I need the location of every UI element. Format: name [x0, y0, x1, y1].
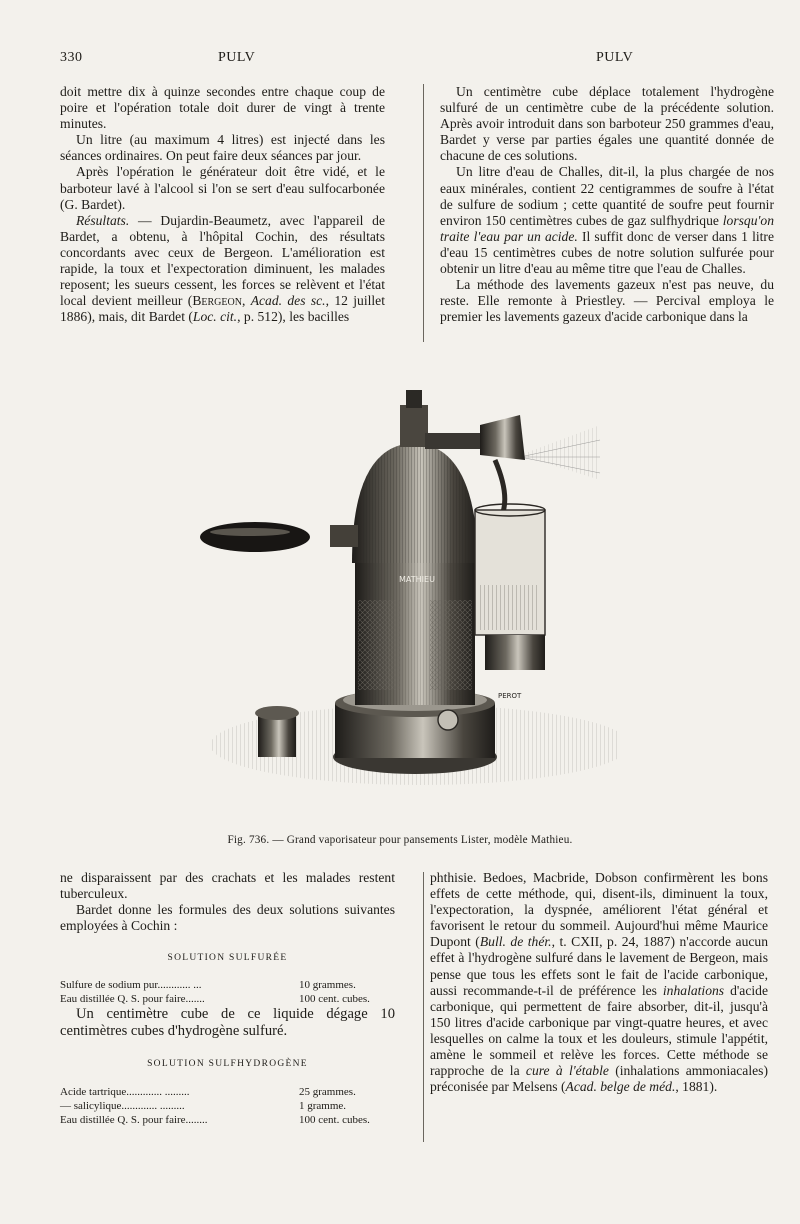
citation-3: Bull. de thér. — [479, 934, 552, 950]
inhalations-emphasis: inhalations — [662, 982, 725, 998]
p10-c: d'acide carbonique, qui permettent de faire absorber, dit-il, jusqu'à 150 litres d'acide carbonique par vingt-quatre heures, et avec lesquelles on calme la toux et les douleurs, stimule l'appétit, amène le sommeil et relève les forces. Cette méthode se rapproche de la — [430, 982, 768, 1079]
bottom-left-column — [60, 870, 395, 1127]
p10-e: , 1881). — [675, 1079, 718, 1095]
quantity: 1 gramme. — [299, 1099, 347, 1112]
quantity: 25 grammes. — [299, 1085, 356, 1098]
p10-b: , t. CXII, p. 24, 1887) n'accorde aucun effet à l'hydrogène sulfuré dans le lavement de Bergeon, mais pense que tous les effets sont le fait de l'acide carbonique, aussi recommande-t-il de préférence les — [430, 934, 768, 998]
p10-d: (inhalations ammoniacales) préconisée par Melsens ( — [430, 1063, 768, 1095]
resultats-end: , p. 512), les bacilles — [237, 309, 350, 325]
paragraph-1: doit mettre dix à quinze secondes entre chaque coup de poire et l'opération totale doit durer de vingt à trente minutes. — [60, 84, 385, 132]
author-ref: Bergeon — [192, 293, 242, 309]
table-row — [60, 992, 395, 1006]
quantity: 100 cent. cubes. — [299, 1113, 370, 1126]
p5-start: Un litre d'eau de Challes, dit-il, la plus chargée de nos eaux minérales, contient 22 centigrammes de soufre à l'état de sulfure de sodium ; cette quantité de soufre peut fournir environ 150 centimètres cubes de gaz sulfhydrique — [440, 164, 774, 228]
top-left-column — [60, 84, 385, 325]
top-right-column — [440, 84, 774, 325]
spray-mist — [520, 425, 600, 480]
left-running-title: PULV — [218, 50, 256, 65]
ingredient: Eau distillée Q. S. pour faire........ — [60, 1113, 208, 1126]
right-running-title: PULV — [596, 50, 634, 65]
solution-1-title: SOLUTION SULFURÉE — [167, 953, 288, 964]
boiler-dome — [352, 390, 478, 563]
paragraph-3: Après l'opération le générateur doit être vidé, et le barboteur lavé à l'alcool si l'on se sert d'eau sulfocarbonée (G. Bardet). — [60, 164, 385, 212]
table-row — [60, 978, 395, 992]
ingredient: — salicylique............. ......... — [60, 1099, 185, 1112]
p5-emphasis: lorsqu'on traite l'eau par un acide. — [440, 212, 774, 244]
solution-1-table — [60, 978, 395, 1006]
paragraph-8: Bardet donne les formules des deux solutions suivantes employées à Cochin : — [60, 902, 395, 934]
resultats-mid: , 12 juillet 1886), mais, dit Bardet ( — [60, 293, 385, 325]
citation-4: Acad. belge de méd. — [565, 1079, 676, 1095]
resultats-text: — Dujardin-Beaumetz, avec l'appareil de Bardet, a obtenu, à l'hôpital Cochin, des résultats concordants avec ceux de Bergeon. L'amélioration est rapide, la toux et l'expectoration diminuent, les malades reposent; les sueurs cessent, les forces se relèvent et l'état local devient meilleur ( — [60, 212, 385, 309]
cure-emphasis: cure à l'étable — [525, 1063, 609, 1079]
valve-knob — [438, 710, 458, 730]
engraver-signature: PEROT — [498, 692, 522, 700]
citation: Acad. des sc. — [250, 293, 326, 309]
engraving-maker-label: MATHIEU — [399, 575, 435, 584]
paragraph-9: Un centimètre cube de ce liquide dégage 10 centimètres cubes d'hydrogène sulfuré. — [60, 1006, 395, 1040]
paragraph-2: Un litre (au maximum 4 litres) est injecté dans les séances ordinaires. On peut faire deux séances par jour. — [60, 132, 385, 164]
spirit-lamp — [255, 706, 299, 757]
liquid-jar — [475, 504, 545, 670]
ingredient: Acide tartrique............. ......... — [60, 1085, 190, 1098]
paragraph-7: ne disparaissent par des crachats et les malades restent tuberculeux. — [60, 870, 395, 902]
table-row — [60, 1099, 395, 1113]
page-number: 330 — [60, 50, 83, 65]
paragraph-10 — [430, 870, 768, 1095]
column-divider-top — [423, 84, 424, 342]
figure-caption: Fig. 736. — Grand vaporisateur pour pansements Lister, modèle Mathieu. — [227, 834, 573, 846]
ingredient: Eau distillée Q. S. pour faire....... — [60, 993, 205, 1006]
paragraph-5 — [440, 164, 774, 277]
paragraph-6: La méthode des lavements gazeux n'est pas neuve, du reste. Elle remonte à Priestley. — Percival employa le premier les lavements gazeux d'acide carbonique dans la — [440, 277, 774, 325]
p5-end: Il suffit donc de verser dans 1 litre d'eau 15 centimètres cubes de notre solution sulfurée pour obtenir un litre d'eau au même titre que l'eau de Challes. — [440, 228, 774, 277]
resultats-paragraph: Résultats. — Dujardin-Beaumetz, avec l'appareil de Bardet, a obtenu, à l'hôpital Cochin, des résultats concordants avec ceux de Bergeon. L'amélioration est rapide, la toux et l'expectoration diminuent, les malades reposent; les sueurs cessent, les forces se relèvent et l'état local devient meilleur (Bergeon, Acad. des sc., 12 juillet 1886), mais, dit Bardet (Loc. cit., p. 512), les bacilles — [60, 212, 385, 325]
bottom-right-column — [430, 870, 768, 1095]
wooden-handle — [200, 522, 358, 552]
column-divider-bottom — [423, 872, 424, 1142]
citation-2: Loc. cit. — [192, 309, 238, 325]
solution-2-title: SOLUTION SULFHYDROGÈNE — [147, 1059, 308, 1070]
resultats-heading: Résultats. — [76, 212, 130, 228]
boiler-body — [355, 560, 475, 705]
ingredient: Sulfure de sodium pur............ ... — [60, 979, 202, 992]
paragraph-4: Un centimètre cube déplace totalement l'hydrogène sulfuré de un centimètre cube de la précédente solution. Après avoir introduit dans son barboteur 250 grammes d'eau, Bardet y verse par parties égales une quantité donnée de chacune de ces solutions. — [440, 84, 774, 164]
quantity: 100 cent. cubes. — [299, 993, 370, 1006]
solution-2-table — [60, 1085, 395, 1127]
vaporizer-engraving — [180, 385, 620, 805]
table-row — [60, 1113, 395, 1127]
p10-a: phthisie. Bedoes, Macbride, Dobson confirmèrent les bons effets de cette méthode, qui, disent-ils, diminuent la toux, l'expectoration, la dyspnée, améliorent l'état général et favorisent le retour du sommeil. Aujourd'hui même Maurice Dupont ( — [430, 870, 768, 950]
quantity: 10 grammes. — [299, 979, 356, 992]
table-row — [60, 1085, 395, 1099]
